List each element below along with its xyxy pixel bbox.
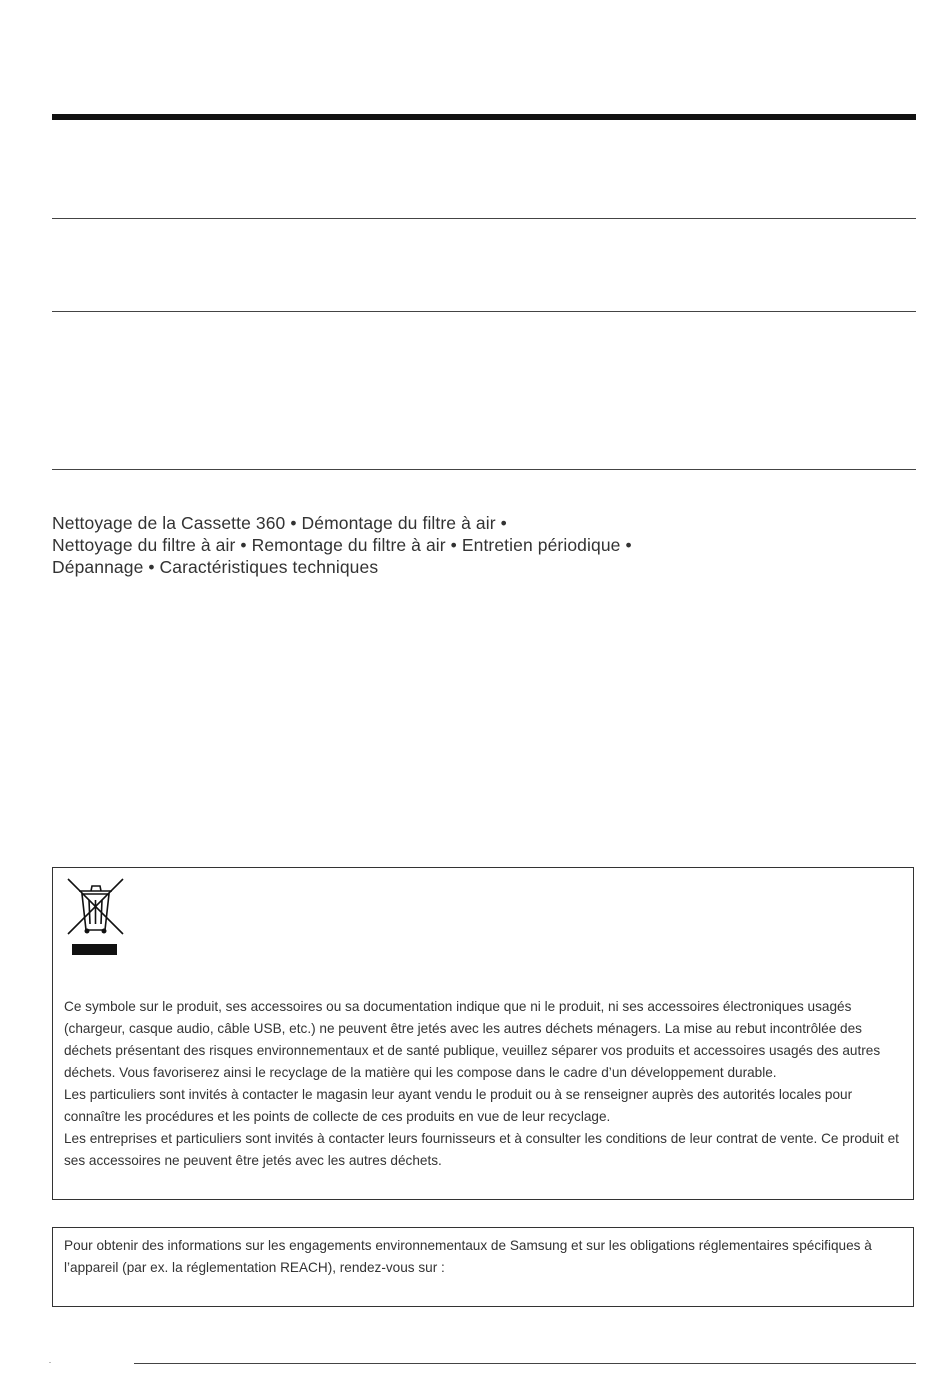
footer-mark — [49, 1362, 51, 1363]
weee-text — [64, 996, 907, 1172]
header-thick-rule — [52, 114, 916, 120]
contents-line-1: Nettoyage de la Cassette 360 • Démontage du filtre à air • — [52, 513, 507, 533]
weee-paragraph-3: Les entreprises et particuliers sont invités à contacter leurs fournisseurs et à consulter les conditions de leur contrat de vente. Ce produit et ses accessoires ne peuvent être jetés avec les autres déchets. — [64, 1131, 899, 1168]
crossed-out-wheelie-bin-icon — [65, 876, 127, 960]
environment-info-box — [52, 1227, 914, 1307]
contents-list — [52, 512, 912, 578]
weee-paragraph-2: Les particuliers sont invités à contacter le magasin leur ayant vendu le produit ou à se renseigner auprès des autorités locales pour connaître les procédures et les points de collecte de ces produits en vue de leur recyclage. — [64, 1087, 853, 1124]
section-divider-3 — [52, 469, 916, 470]
contents-line-2: Nettoyage du filtre à air • Remontage du filtre à air • Entretien périodique • — [52, 535, 632, 555]
footer-rule — [134, 1363, 916, 1364]
environment-text: Pour obtenir des informations sur les engagements environnementaux de Samsung et sur les obligations réglementaires spécifiques à l’appareil (par ex. la réglementation REACH), rendez-vous sur : — [64, 1238, 872, 1275]
weee-disposal-box — [52, 867, 914, 1200]
contents-line-3: Dépannage • Caractéristiques techniques — [52, 557, 379, 577]
section-divider-2 — [52, 311, 916, 312]
section-divider-1 — [52, 218, 916, 219]
weee-paragraph-1: Ce symbole sur le produit, ses accessoires ou sa documentation indique que ni le produit, ni ses accessoires électroniques usagés (chargeur, casque audio, câble USB, etc.) ne peuvent être jetés avec les autres déchets ménagers. La mise au rebut incontrôlée des déchets présentant des risques environnementaux et de santé publique, veuillez séparer vos produits et accessoires usagés des autres déchets. Vous favoriserez ainsi le recyclage de la matière qui les compose dans le cadre d’un développement durable. — [64, 999, 881, 1080]
